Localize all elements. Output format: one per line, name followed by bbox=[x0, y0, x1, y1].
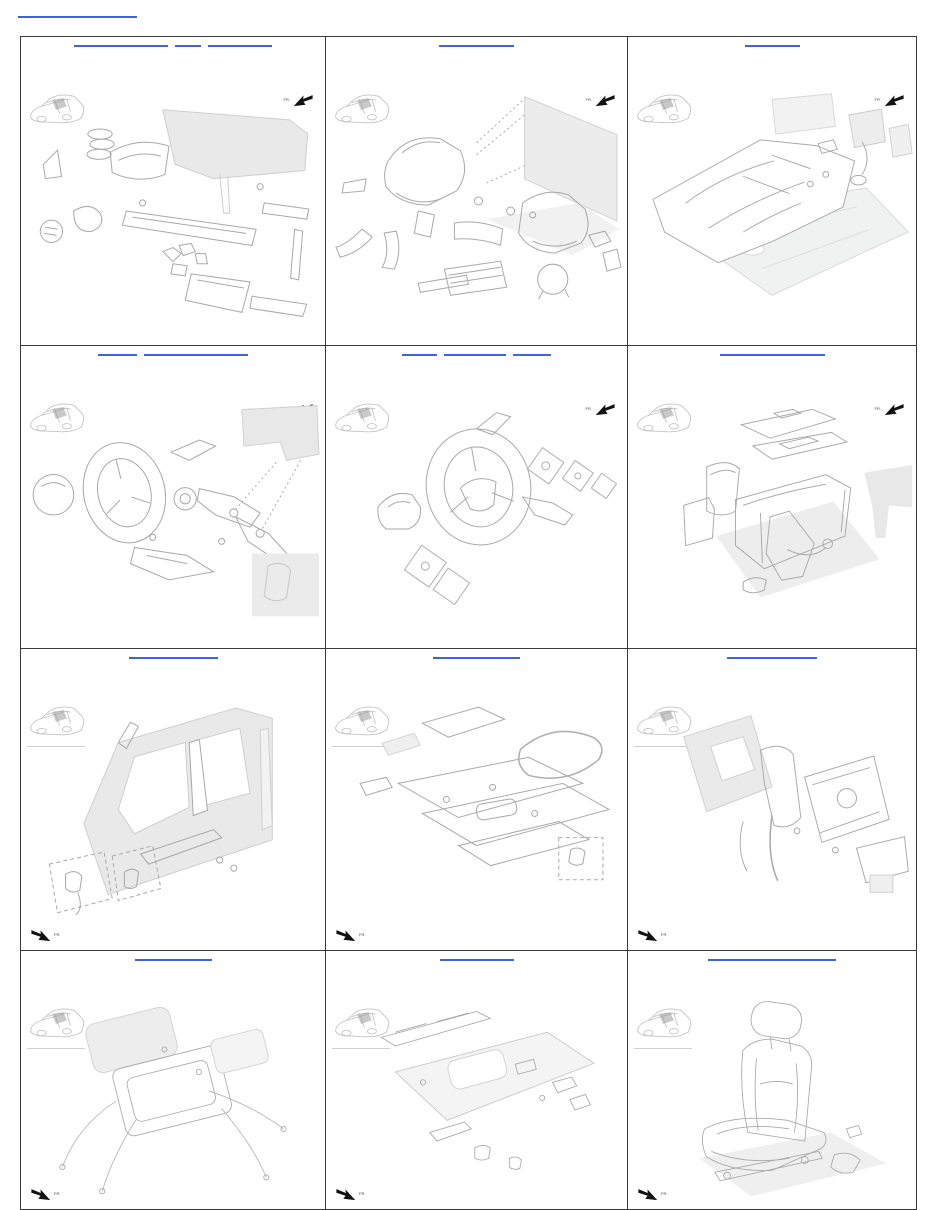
fr-label: FR. bbox=[661, 932, 668, 937]
title-underline-segment bbox=[745, 45, 800, 47]
diagram-title-link-roof-lining[interactable] bbox=[326, 959, 627, 962]
title-underline-segment bbox=[727, 657, 817, 659]
title-underline-segment bbox=[433, 657, 520, 659]
diagram-title-link-heater-unit[interactable] bbox=[326, 45, 627, 48]
exploded-view-diagram-roof-lining[interactable] bbox=[326, 989, 627, 1205]
fr-label: FR. bbox=[585, 406, 592, 411]
fr-label: FR. bbox=[661, 1191, 668, 1196]
fr-label: FR. bbox=[54, 932, 61, 937]
exploded-view-diagram-trunk-lining[interactable] bbox=[326, 687, 627, 946]
title-underline-segment bbox=[208, 45, 272, 47]
title-underline-segment bbox=[175, 45, 201, 47]
page-title-underline bbox=[18, 16, 137, 18]
title-underline-segment bbox=[513, 354, 551, 356]
title-underline-segment bbox=[720, 354, 825, 356]
title-underline-segment bbox=[129, 657, 218, 659]
title-underline-segment bbox=[440, 959, 514, 961]
diagram-cell-front-seat bbox=[628, 951, 916, 1209]
fr-label: FR. bbox=[283, 97, 290, 102]
fr-label: FR. bbox=[359, 932, 366, 937]
diagram-grid bbox=[20, 36, 917, 1210]
exploded-view-diagram-body-side-trim[interactable] bbox=[21, 687, 325, 946]
fr-label: FR. bbox=[874, 97, 881, 102]
diagram-title-link-floor-carpet[interactable] bbox=[628, 45, 916, 48]
exploded-view-diagram-steering-column[interactable] bbox=[21, 384, 325, 644]
title-underline-segment bbox=[444, 354, 506, 356]
exploded-view-diagram-floor-carpet[interactable] bbox=[628, 75, 916, 341]
diagram-title-link-body-side-trim[interactable] bbox=[21, 657, 325, 660]
fr-label: FR. bbox=[54, 1191, 61, 1196]
diagram-cell-trunk-lining bbox=[326, 649, 628, 951]
exploded-view-diagram-instrument-panel[interactable] bbox=[21, 75, 325, 341]
exploded-view-diagram-roof-slide[interactable] bbox=[21, 989, 325, 1205]
diagram-title-link-steering-column[interactable] bbox=[21, 354, 325, 357]
diagram-cell-floor-carpet bbox=[628, 37, 916, 346]
title-underline-segment bbox=[708, 959, 836, 961]
diagram-cell-center-console bbox=[628, 346, 916, 649]
title-underline-segment bbox=[135, 959, 212, 961]
diagram-cell-steering-column bbox=[21, 346, 326, 649]
fr-label: FR. bbox=[874, 406, 881, 411]
title-underline-segment bbox=[74, 45, 168, 47]
exploded-view-diagram-front-seat[interactable] bbox=[628, 989, 916, 1205]
title-underline-segment bbox=[144, 354, 248, 356]
diagram-title-link-center-console[interactable] bbox=[628, 354, 916, 357]
exploded-view-diagram-steering-wheel[interactable] bbox=[326, 384, 627, 644]
diagram-title-link-instrument-panel[interactable] bbox=[21, 45, 325, 48]
diagram-cell-instrument-panel bbox=[21, 37, 326, 346]
diagram-cell-heater-unit bbox=[326, 37, 628, 346]
title-underline-segment bbox=[98, 354, 137, 356]
diagram-title-link-roof-slide[interactable] bbox=[21, 959, 325, 962]
title-underline-segment bbox=[439, 45, 514, 47]
diagram-title-link-steering-wheel[interactable] bbox=[326, 354, 627, 357]
diagram-cell-steering-wheel bbox=[326, 346, 628, 649]
page-title-link[interactable] bbox=[18, 16, 137, 19]
diagram-title-link-rear-quarter-trim[interactable] bbox=[628, 657, 916, 660]
exploded-view-diagram-heater-unit[interactable] bbox=[326, 75, 627, 341]
title-underline-segment bbox=[402, 354, 437, 356]
fr-label: FR. bbox=[359, 1191, 366, 1196]
exploded-view-diagram-center-console[interactable] bbox=[628, 384, 916, 644]
exploded-view-diagram-rear-quarter-trim[interactable] bbox=[628, 687, 916, 946]
diagram-cell-roof-slide bbox=[21, 951, 326, 1209]
diagram-cell-roof-lining bbox=[326, 951, 628, 1209]
diagram-title-link-front-seat[interactable] bbox=[628, 959, 916, 962]
fr-label: FR. bbox=[585, 97, 592, 102]
diagram-title-link-trunk-lining[interactable] bbox=[326, 657, 627, 660]
diagram-cell-rear-quarter-trim bbox=[628, 649, 916, 951]
diagram-cell-body-side-trim bbox=[21, 649, 326, 951]
